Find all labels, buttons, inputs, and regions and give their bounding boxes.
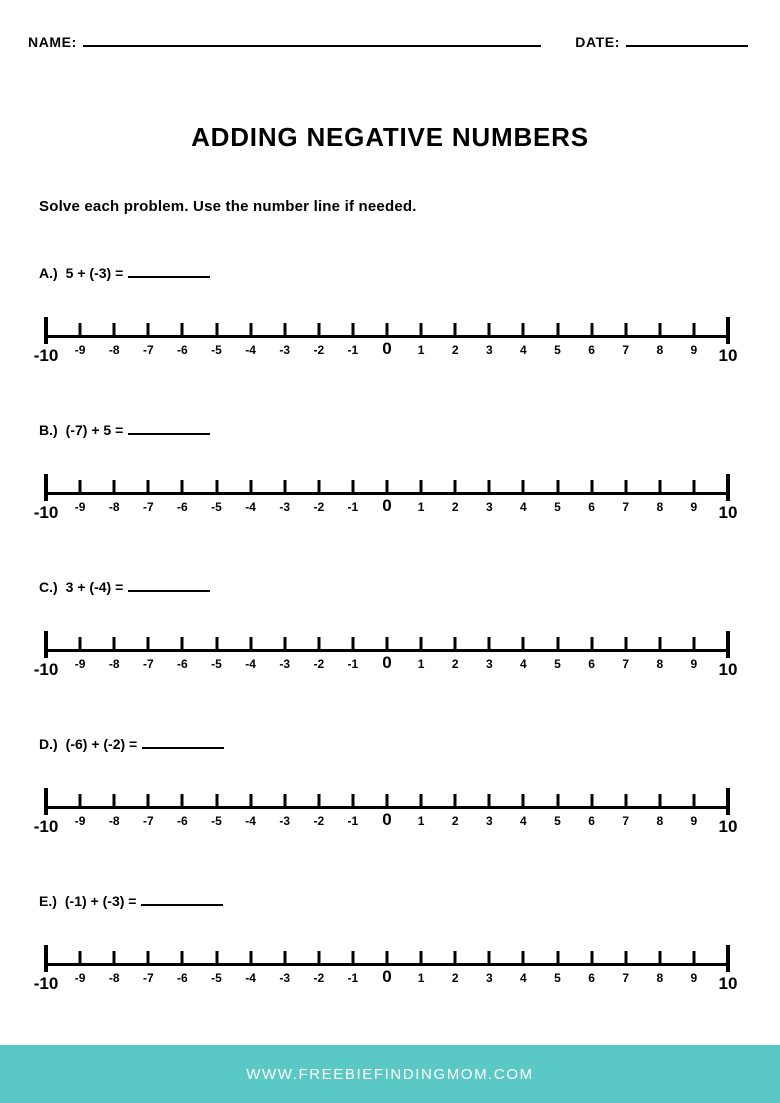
number-line-tick [658,637,661,652]
number-line-tick-label: 7 [622,343,630,357]
number-line-tick [658,794,661,809]
date-input-line[interactable] [626,45,748,47]
number-line-tick [283,323,286,338]
number-line-tick-label: -6 [177,657,188,671]
number-line-tick-label: -7 [142,500,154,514]
number-line-tick [658,480,661,495]
number-line-tick [79,794,82,809]
number-line-tick-label: 9 [690,500,698,514]
problem-block [0,569,780,726]
worksheet-header [28,34,748,50]
number-line-tick [317,794,320,809]
number-line-tick-label: 4 [520,500,527,514]
number-line-tick-label: -8 [108,657,120,671]
problem-letter: D.) [39,736,58,752]
answer-blank[interactable] [128,263,210,278]
number-line-tick [113,951,116,966]
number-line-tick [215,637,218,652]
number-line-tick [454,951,457,966]
number-line-tick-label: 8 [656,343,664,357]
number-line-tick [556,951,559,966]
number-line-tick [692,323,695,338]
number-line-tick [44,788,48,815]
number-line-tick [44,474,48,501]
number-line-tick [420,323,423,338]
number-line-tick [147,951,150,966]
number-line-tick-label: -3 [279,657,291,671]
number-line-tick [249,794,252,809]
number-line-tick-label: 7 [622,657,630,671]
problem-expression: 5 + (-3) = [65,265,124,281]
number-line-tick-label: 5 [554,343,561,357]
name-field-group [28,34,541,50]
page-title: ADDING NEGATIVE NUMBERS [191,122,589,152]
number-line-tick-label: 1 [417,343,425,357]
number-line-tick-label: 0 [382,653,392,672]
number-line-tick-label: 9 [690,814,698,828]
number-line-tick [44,945,48,972]
number-line [33,627,738,705]
problem-statement [39,891,223,909]
number-line-tick-label: -5 [211,343,222,357]
number-line-tick [249,637,252,652]
number-line-tick [351,323,354,338]
number-line-tick-label: 5 [554,971,561,985]
number-line-tick [386,323,389,338]
number-line-tick-label: -5 [211,500,222,514]
number-line-tick-label: 7 [622,814,630,828]
number-line-tick-label: -8 [108,343,120,357]
number-line-tick-label: -6 [177,814,188,828]
number-line-tick-label: -10 [33,660,59,679]
number-line-tick [454,637,457,652]
number-line [33,470,738,548]
number-line-tick-label: -7 [142,971,154,985]
number-line-tick [522,637,525,652]
number-line-tick [590,323,593,338]
number-line-tick [317,951,320,966]
number-line-tick-label: 4 [520,814,527,828]
number-line-tick [147,323,150,338]
problem-block [0,883,780,1040]
number-line-tick-label: -6 [177,971,188,985]
number-line-tick-label: 10 [718,503,738,522]
number-line-tick-label: 6 [588,657,595,671]
name-input-line[interactable] [83,45,541,47]
number-line-tick-label: 8 [656,971,664,985]
number-line-tick-label: 4 [520,657,527,671]
problem-expression: (-1) + (-3) = [64,893,137,909]
number-line-tick-label: -4 [245,814,256,828]
number-line-tick-label: -8 [108,814,120,828]
number-line-tick [181,637,184,652]
number-line-tick-label: 1 [417,500,425,514]
number-line-tick [488,480,491,495]
number-line-tick [283,480,286,495]
problem-letter: E.) [39,893,57,909]
number-line-tick-label: -4 [245,500,256,514]
number-line-tick [420,637,423,652]
instructions-text: Solve each problem. Use the number line if needed. [39,198,417,215]
number-line-tick-label: 7 [622,971,630,985]
number-line-tick [44,317,48,344]
number-line-tick [556,323,559,338]
number-line-tick-label: -7 [142,343,154,357]
number-line-tick-label: 0 [382,967,392,986]
number-line-tick [147,637,150,652]
number-line-tick [624,323,627,338]
number-line-tick [692,951,695,966]
number-line-tick-label: -9 [74,971,86,985]
number-line-tick-label: 3 [485,343,493,357]
number-line-tick [79,637,82,652]
number-line-tick-label: -8 [108,500,120,514]
number-line-tick-label: 6 [588,971,595,985]
number-line-tick [181,323,184,338]
number-line-tick-label: -10 [33,503,59,522]
footer-bar [0,1045,780,1103]
number-line-tick-label: 3 [485,971,493,985]
number-line-tick [658,951,661,966]
number-line-tick-label: -5 [211,814,222,828]
number-line-tick-label: -1 [347,971,359,985]
number-line-tick [454,323,457,338]
number-line-tick-label: 9 [690,657,698,671]
footer-website-text: WWW.FREEBIEFINDINGMOM.COM [246,1065,534,1083]
number-line-tick-label: 5 [554,657,561,671]
problem-expression: 3 + (-4) = [65,579,124,595]
number-line-tick [181,480,184,495]
number-line-tick-label: 4 [520,971,527,985]
number-line-tick-label: 5 [554,814,561,828]
number-line-tick [726,788,730,815]
problem-statement [39,734,224,752]
answer-blank[interactable] [141,891,223,906]
number-line-tick-label: -2 [313,500,325,514]
number-line-tick-label: -4 [245,657,256,671]
number-line-tick-label: -9 [74,814,86,828]
number-line-tick-label: -3 [279,971,291,985]
number-line-tick [420,794,423,809]
number-line-tick [147,480,150,495]
number-line-tick-label: 10 [718,660,738,679]
date-label: DATE: [575,34,620,50]
number-line-tick-label: 7 [622,500,630,514]
number-line-tick [351,794,354,809]
number-line-tick-label: -6 [177,343,188,357]
number-line-tick [317,480,320,495]
number-line-tick [215,951,218,966]
answer-blank[interactable] [128,577,210,592]
number-line-tick-label: -9 [74,657,86,671]
number-line-tick [624,794,627,809]
number-line-tick-label: 1 [417,814,425,828]
number-line-tick-label: -5 [211,971,222,985]
number-line-tick-label: -9 [74,343,86,357]
number-line-tick [249,480,252,495]
number-line-tick-label: 10 [718,346,738,365]
number-line-tick [283,637,286,652]
number-line-tick [624,637,627,652]
number-line-tick [386,951,389,966]
number-line-tick [590,480,593,495]
number-line-tick-label: -3 [279,500,291,514]
number-line-tick-label: 10 [718,817,738,836]
number-line-tick-label: -10 [33,346,59,365]
number-line-tick [692,480,695,495]
problem-letter: A.) [39,265,58,281]
number-line-tick-label: 0 [382,810,392,829]
number-line-tick [113,323,116,338]
number-line-tick [79,951,82,966]
number-line-tick [181,951,184,966]
number-line [33,313,738,391]
number-line-tick [147,794,150,809]
number-line-tick [113,480,116,495]
number-line-tick-label: -7 [142,814,154,828]
number-line-tick [726,945,730,972]
number-line-tick [692,637,695,652]
number-line-tick [624,951,627,966]
number-line-tick [215,794,218,809]
number-line [33,784,738,862]
number-line-tick-label: -7 [142,657,154,671]
number-line-tick-label: -3 [279,814,291,828]
problem-block [0,255,780,412]
number-line-tick [590,637,593,652]
number-line-tick [113,794,116,809]
number-line-tick [215,480,218,495]
number-line-tick-label: 3 [485,500,493,514]
problem-block [0,412,780,569]
number-line-tick-label: -2 [313,814,325,828]
number-line-tick-label: -10 [33,974,59,993]
number-line-tick [590,951,593,966]
number-line-tick-label: 3 [485,814,493,828]
number-line-tick [420,480,423,495]
number-line-tick-label: -2 [313,343,325,357]
number-line-tick [556,480,559,495]
number-line-tick-label: -3 [279,343,291,357]
number-line-tick-label: 2 [451,657,459,671]
number-line-tick [386,794,389,809]
number-line-tick [692,794,695,809]
number-line-tick-label: -1 [347,814,359,828]
number-line-tick-label: 2 [451,814,459,828]
number-line-tick [386,637,389,652]
problem-expression: (-7) + 5 = [65,422,124,438]
number-line [33,941,738,1019]
number-line-tick-label: -9 [74,500,86,514]
problem-statement [39,577,210,595]
number-line-tick [726,474,730,501]
number-line-tick-label: 10 [718,974,738,993]
number-line-tick [215,323,218,338]
number-line-tick-label: -1 [347,657,359,671]
number-line-tick [522,323,525,338]
number-line-tick-label: -4 [245,343,256,357]
number-line-tick-label: 1 [417,657,425,671]
number-line-tick [79,480,82,495]
problem-block [0,726,780,883]
number-line-tick-label: 8 [656,814,664,828]
answer-blank[interactable] [128,420,210,435]
number-line-tick-label: 0 [382,339,392,358]
number-line-tick [522,951,525,966]
number-line-tick [522,794,525,809]
number-line-tick [386,480,389,495]
number-line-tick-label: 9 [690,971,698,985]
number-line-tick [454,480,457,495]
number-line-tick [420,951,423,966]
number-line-tick-label: -5 [211,657,222,671]
date-field-group [575,34,748,50]
number-line-tick [624,480,627,495]
number-line-tick-label: 2 [451,500,459,514]
number-line-tick-label: 2 [451,343,459,357]
number-line-tick-label: -10 [33,817,59,836]
number-line-tick [522,480,525,495]
problem-expression: (-6) + (-2) = [65,736,138,752]
number-line-tick-label: 2 [451,971,459,985]
number-line-tick [351,951,354,966]
number-line-tick-label: -4 [245,971,256,985]
number-line-tick [44,631,48,658]
number-line-tick-label: 6 [588,814,595,828]
number-line-tick-label: -8 [108,971,120,985]
problem-statement [39,420,210,438]
number-line-tick-label: 5 [554,500,561,514]
number-line-tick [317,637,320,652]
number-line-tick-label: 6 [588,343,595,357]
number-line-tick [488,794,491,809]
number-line-tick-label: 0 [382,496,392,515]
number-line-tick [317,323,320,338]
number-line-tick-label: 1 [417,971,425,985]
number-line-tick-label: -2 [313,657,325,671]
number-line-tick [726,317,730,344]
number-line-tick [181,794,184,809]
number-line-tick-label: 8 [656,657,664,671]
number-line-tick [351,637,354,652]
problem-letter: C.) [39,579,58,595]
number-line-tick-label: -1 [347,343,359,357]
number-line-tick [488,323,491,338]
number-line-tick [249,951,252,966]
number-line-tick-label: 4 [520,343,527,357]
number-line-tick [488,951,491,966]
number-line-tick [351,480,354,495]
number-line-tick-label: 8 [656,500,664,514]
number-line-tick-label: -2 [313,971,325,985]
number-line-tick [556,637,559,652]
number-line-tick [283,794,286,809]
number-line-tick-label: 9 [690,343,698,357]
number-line-tick [488,637,491,652]
number-line-tick [658,323,661,338]
number-line-tick-label: -1 [347,500,359,514]
answer-blank[interactable] [142,734,224,749]
number-line-tick [283,951,286,966]
number-line-tick-label: 3 [485,657,493,671]
number-line-tick-label: 6 [588,500,595,514]
problem-letter: B.) [39,422,58,438]
number-line-tick [454,794,457,809]
number-line-tick [590,794,593,809]
number-line-tick [113,637,116,652]
name-label: NAME: [28,34,77,50]
problem-statement [39,263,210,281]
number-line-tick-label: -6 [177,500,188,514]
number-line-tick [726,631,730,658]
number-line-tick [249,323,252,338]
number-line-tick [79,323,82,338]
number-line-tick [556,794,559,809]
problem-list [0,255,780,1040]
